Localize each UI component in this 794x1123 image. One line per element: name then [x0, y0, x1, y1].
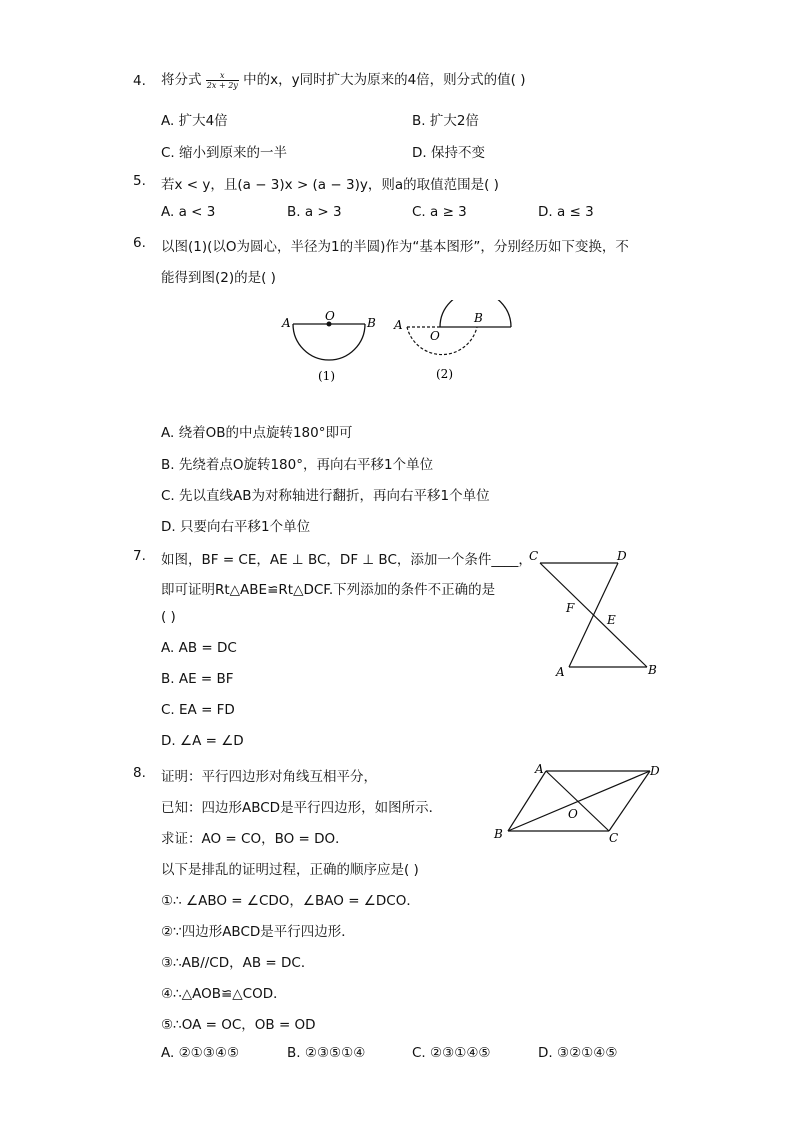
- q6-stem-line2: 能得到图(2)的是( ): [161, 270, 276, 286]
- q4-fraction: [206, 71, 239, 90]
- q6-option-a[interactable]: A. 绕着OB的中点旋转180°即可: [161, 425, 353, 441]
- fig7-label-a: A: [556, 665, 565, 679]
- q8-line1: 证明：平行四边形对角线互相平分，: [161, 769, 377, 785]
- q8-number: 8.: [133, 765, 146, 781]
- q7-option-a[interactable]: A. AB = DC: [161, 640, 237, 656]
- q8-step-2: ②∵四边形ABCD是平行四边形．: [161, 924, 355, 940]
- q4-option-a[interactable]: A. 扩大4倍: [161, 113, 228, 129]
- q5-stem: 若x < y，且(a − 3)x > (a − 3)y，则a的取值范围是( ): [161, 177, 499, 193]
- q8-figure: [490, 760, 670, 850]
- q4-fraction-numerator: x: [206, 71, 239, 81]
- q7-stem-line2: 即可证明Rt△ABE≌Rt△DCF.下列添加的条件不正确的是: [161, 582, 496, 598]
- q7-number: 7.: [133, 548, 146, 564]
- q8-option-a[interactable]: A. ②①③④⑤: [161, 1045, 240, 1061]
- q8-option-d[interactable]: D. ③②①④⑤: [538, 1045, 618, 1061]
- q4-option-b[interactable]: B. 扩大2倍: [412, 113, 479, 129]
- fig1-label-b: B: [367, 316, 376, 330]
- fig7-label-b: B: [648, 663, 657, 677]
- q5-number: 5.: [133, 173, 146, 189]
- q4-option-d[interactable]: D. 保持不变: [412, 145, 485, 161]
- fig1-label-o: O: [325, 309, 335, 323]
- q8-step-4: ④∴△AOB≌△COD．: [161, 986, 287, 1002]
- fig1-semicircle-arc: [293, 324, 365, 360]
- q5-option-c[interactable]: C. a ≥ 3: [412, 204, 467, 220]
- fig8-label-o: O: [568, 807, 578, 821]
- q7-stem-line1: 如图，BF = CE，AE ⊥ BC，DF ⊥ BC，添加一个条件____，: [161, 552, 532, 568]
- fig8-diagonal-bd: [508, 771, 650, 831]
- fig7-label-c: C: [529, 549, 539, 563]
- q4-stem: [161, 68, 526, 90]
- q4-stem-post: 中的x，y同时扩大为原来的4倍，则分式的值( ): [243, 72, 526, 88]
- q8-step-3: ③∴AB//CD，AB = DC．: [161, 955, 315, 971]
- q8-option-c[interactable]: C. ②③①④⑤: [412, 1045, 491, 1061]
- q8-line3: 求证：AO = CO，BO = DO．: [161, 831, 349, 847]
- fig1-caption: (1): [318, 369, 335, 383]
- q8-line4: 以下是排乱的证明过程，正确的顺序应是( ): [161, 862, 419, 878]
- fig2-dashed-arc: [407, 327, 477, 355]
- fig8-label-b: B: [494, 827, 503, 841]
- q4-number: 4.: [133, 73, 146, 89]
- q6-number: 6.: [133, 235, 146, 251]
- fig2-label-a: A: [394, 318, 403, 332]
- fig8-segment-ab: [508, 771, 546, 831]
- q7-option-d[interactable]: D. ∠A = ∠D: [161, 733, 244, 749]
- q6-option-b[interactable]: B. 先绕着点O旋转180°，再向右平移1个单位: [161, 457, 434, 473]
- fig8-label-c: C: [609, 831, 619, 845]
- fig8-label-a: A: [535, 762, 544, 776]
- fig7-label-e: E: [607, 613, 616, 627]
- q5-option-a[interactable]: A. a < 3: [161, 204, 216, 220]
- q4-stem-pre: 将分式: [161, 72, 202, 88]
- q5-option-d[interactable]: D. a ≤ 3: [538, 204, 594, 220]
- q4-option-c[interactable]: C. 缩小到原来的一半: [161, 145, 288, 161]
- q7-stem-line3: ( ): [161, 609, 176, 625]
- fig7-label-f: F: [566, 601, 575, 615]
- q7-figure: [525, 542, 665, 684]
- q6-option-d[interactable]: D. 只要向右平移1个单位: [161, 519, 311, 535]
- q6-option-c[interactable]: C. 先以直线AB为对称轴进行翻折，再向右平移1个单位: [161, 488, 490, 504]
- fig8-label-d: D: [650, 764, 660, 778]
- q7-option-b[interactable]: B. AE = BF: [161, 671, 234, 687]
- q6-figure: [270, 300, 530, 390]
- fig2-caption: (2): [436, 367, 453, 381]
- q8-step-5: ⑤∴OA = OC，OB = OD: [161, 1017, 316, 1033]
- fig1-label-a: A: [282, 316, 291, 330]
- fig7-label-d: D: [617, 549, 627, 563]
- fig2-label-b: B: [474, 311, 483, 325]
- q6-stem-line1: 以图(1)(以O为圆心，半径为1的半圆)作为“基本图形”，分别经历如下变换，不: [161, 239, 629, 255]
- q8-line2: 已知：四边形ABCD是平行四边形，如图所示．: [161, 800, 443, 816]
- q5-option-b[interactable]: B. a > 3: [287, 204, 342, 220]
- q7-option-c[interactable]: C. EA = FD: [161, 702, 235, 718]
- q8-step-1: ①∴ ∠ABO = ∠CDO，∠BAO = ∠DCO．: [161, 893, 420, 909]
- q8-option-b[interactable]: B. ②③⑤①④: [287, 1045, 366, 1061]
- fig2-label-o: O: [430, 329, 440, 343]
- q4-fraction-denominator: 2x + 2y: [206, 80, 238, 90]
